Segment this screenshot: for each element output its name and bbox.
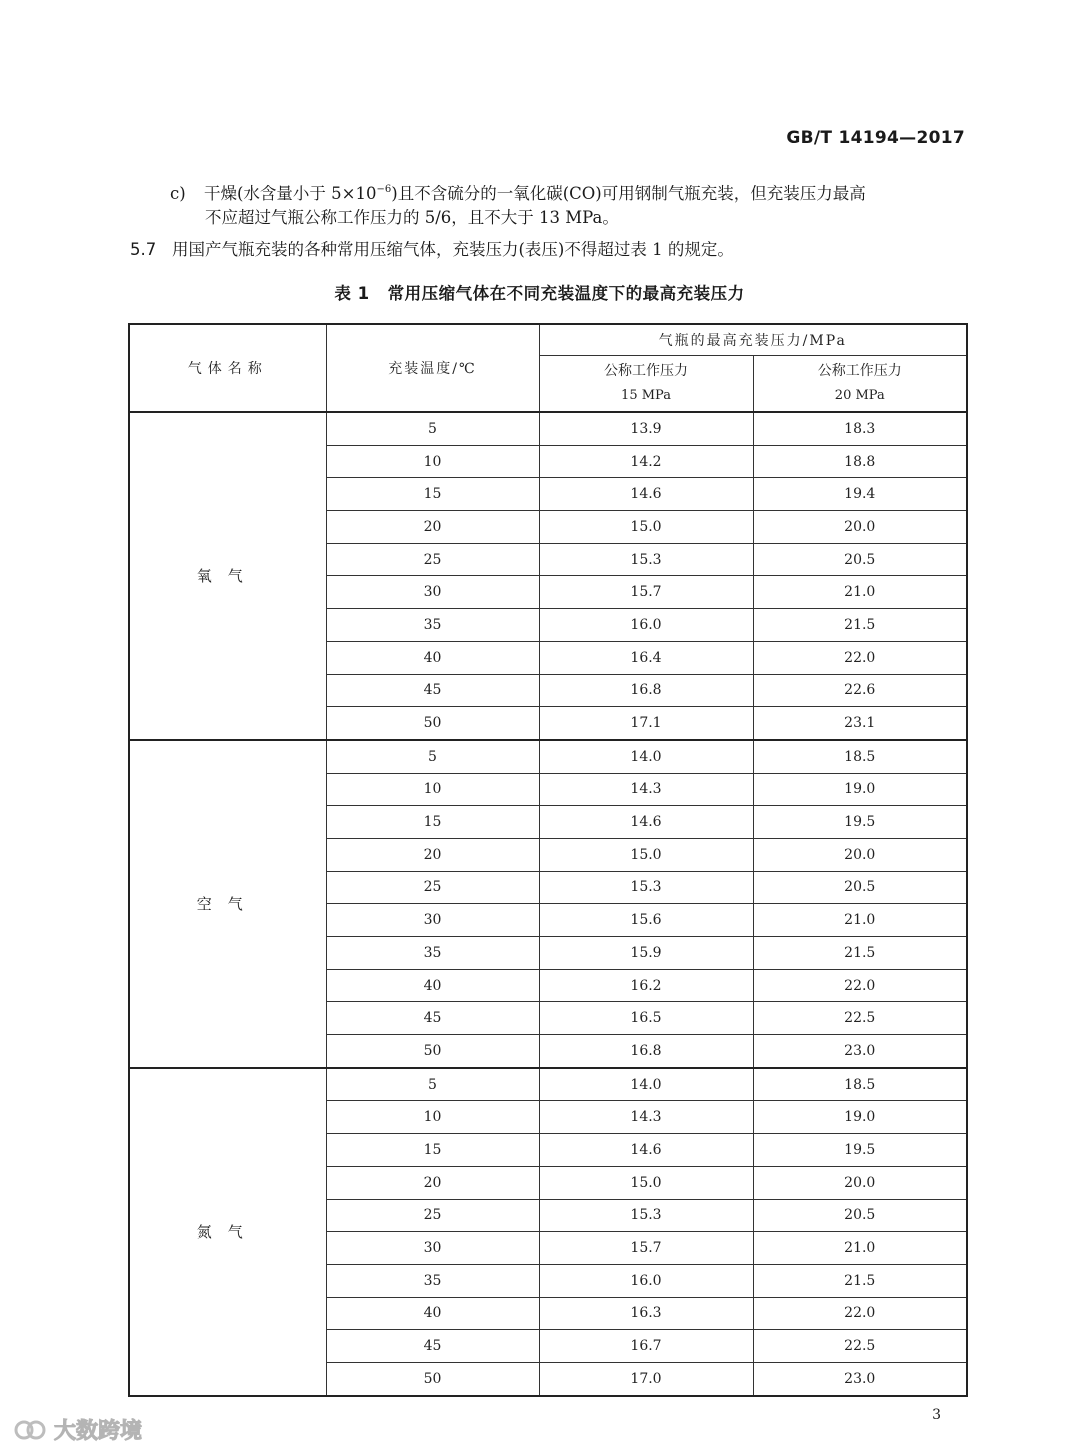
pressure-15mpa-cell: 15.0 — [539, 1166, 753, 1199]
temp-cell: 30 — [326, 576, 539, 609]
table-number: 表 1 — [334, 284, 370, 303]
temp-cell: 45 — [326, 674, 539, 707]
pressure-20mpa-cell: 22.0 — [753, 641, 967, 674]
header-col-20mpa — [753, 356, 967, 413]
pressure-15mpa-cell: 14.6 — [539, 1134, 753, 1167]
header-col-20mpa-line2: 20 MPa — [834, 388, 885, 403]
pressure-15mpa-cell: 16.7 — [539, 1330, 753, 1363]
pressure-15mpa-cell: 15.3 — [539, 871, 753, 904]
temp-cell: 20 — [326, 1166, 539, 1199]
standard-id-header: GB/T 14194—2017 — [786, 128, 965, 148]
section-number: 5.7 — [130, 240, 157, 259]
temp-cell: 35 — [326, 609, 539, 642]
temp-cell: 50 — [326, 1362, 539, 1395]
temp-cell: 5 — [326, 1068, 539, 1101]
pressure-15mpa-cell: 15.3 — [539, 1199, 753, 1232]
pressure-15mpa-cell: 16.8 — [539, 674, 753, 707]
item-c-text-b: )且不含硫分的一氧化碳(CO)可用钢制气瓶充装，但充装压力最高 — [391, 184, 866, 203]
temp-cell: 15 — [326, 806, 539, 839]
pressure-15mpa-cell: 15.3 — [539, 543, 753, 576]
section-5-7 — [130, 236, 734, 264]
temp-cell: 45 — [326, 1002, 539, 1035]
pressure-20mpa-cell: 21.0 — [753, 904, 967, 937]
pressure-15mpa-cell: 15.0 — [539, 838, 753, 871]
temp-cell: 25 — [326, 543, 539, 576]
pressure-15mpa-cell: 15.7 — [539, 576, 753, 609]
header-fill-temp: 充装温度/℃ — [326, 324, 539, 412]
pressure-15mpa-cell: 14.6 — [539, 806, 753, 839]
temp-cell: 40 — [326, 641, 539, 674]
temp-cell: 35 — [326, 1264, 539, 1297]
header-gas-name: 气体名称 — [129, 324, 326, 412]
pressure-20mpa-cell: 22.0 — [753, 1297, 967, 1330]
pressure-20mpa-cell: 20.5 — [753, 543, 967, 576]
pressure-20mpa-cell: 18.3 — [753, 412, 967, 445]
pressure-15mpa-cell: 16.0 — [539, 609, 753, 642]
temp-cell: 20 — [326, 511, 539, 544]
pressure-20mpa-cell: 22.0 — [753, 969, 967, 1002]
temp-cell: 50 — [326, 1035, 539, 1068]
pressure-15mpa-cell: 14.3 — [539, 773, 753, 806]
table-row — [129, 1068, 967, 1101]
table-body — [129, 412, 967, 1396]
brand-logo-icon — [14, 1416, 48, 1444]
temp-cell: 30 — [326, 1232, 539, 1265]
pressure-15mpa-cell: 15.0 — [539, 511, 753, 544]
pressure-20mpa-cell: 20.0 — [753, 1166, 967, 1199]
pressure-15mpa-cell: 14.6 — [539, 478, 753, 511]
pressure-20mpa-cell: 21.0 — [753, 576, 967, 609]
pressure-15mpa-cell: 14.3 — [539, 1101, 753, 1134]
pressure-20mpa-cell: 21.0 — [753, 1232, 967, 1265]
pressure-15mpa-cell: 15.7 — [539, 1232, 753, 1265]
pressure-20mpa-cell: 21.5 — [753, 609, 967, 642]
item-c-text-a: 干燥(水含量小于 5×10 — [204, 184, 377, 203]
pressure-20mpa-cell: 23.1 — [753, 707, 967, 740]
temp-cell: 5 — [326, 740, 539, 773]
pressure-20mpa-cell: 19.5 — [753, 1134, 967, 1167]
table-caption — [0, 280, 1079, 304]
watermark-text: 大数跨境 — [54, 1419, 143, 1444]
temp-cell: 5 — [326, 412, 539, 445]
pressure-20mpa-cell: 21.5 — [753, 937, 967, 970]
pressure-20mpa-cell: 19.4 — [753, 478, 967, 511]
temp-cell: 15 — [326, 1134, 539, 1167]
pressure-15mpa-cell: 16.4 — [539, 641, 753, 674]
temp-cell: 10 — [326, 445, 539, 478]
pressure-20mpa-cell: 23.0 — [753, 1035, 967, 1068]
pressure-20mpa-cell: 19.0 — [753, 773, 967, 806]
header-col-15mpa — [539, 356, 753, 413]
paragraph-item-c-line2: 不应超过气瓶公称工作压力的 5/6，且不大于 13 MPa。 — [205, 208, 619, 227]
pressure-15mpa-cell: 14.0 — [539, 740, 753, 773]
temp-cell: 40 — [326, 969, 539, 1002]
pressure-20mpa-cell: 22.5 — [753, 1330, 967, 1363]
pressure-15mpa-cell: 17.0 — [539, 1362, 753, 1395]
header-col-15mpa-line2: 15 MPa — [621, 388, 671, 403]
pressure-table — [128, 323, 968, 1397]
item-c-superscript: −6 — [376, 184, 392, 195]
table-row — [129, 412, 967, 445]
temp-cell: 10 — [326, 773, 539, 806]
pressure-20mpa-cell: 19.5 — [753, 806, 967, 839]
pressure-15mpa-cell: 14.0 — [539, 1068, 753, 1101]
pressure-20mpa-cell: 22.6 — [753, 674, 967, 707]
pressure-20mpa-cell: 20.5 — [753, 871, 967, 904]
pressure-15mpa-cell: 16.8 — [539, 1035, 753, 1068]
gas-name-cell: 氮气 — [129, 1068, 326, 1396]
pressure-15mpa-cell: 16.5 — [539, 1002, 753, 1035]
table-title: 常用压缩气体在不同充装温度下的最高充装压力 — [387, 284, 745, 303]
pressure-20mpa-cell: 22.5 — [753, 1002, 967, 1035]
page-number: 3 — [932, 1407, 941, 1423]
pressure-15mpa-cell: 17.1 — [539, 707, 753, 740]
pressure-15mpa-cell: 15.6 — [539, 904, 753, 937]
pressure-20mpa-cell: 21.5 — [753, 1264, 967, 1297]
temp-cell: 15 — [326, 478, 539, 511]
gas-name-cell: 氧气 — [129, 412, 326, 740]
header-max-pressure: 气瓶的最高充装压力/MPa — [539, 324, 967, 356]
pressure-20mpa-cell: 20.5 — [753, 1199, 967, 1232]
section-text: 用国产气瓶充装的各种常用压缩气体，充装压力(表压)不得超过表 1 的规定。 — [172, 240, 734, 259]
gas-name-cell: 空气 — [129, 740, 326, 1068]
temp-cell: 50 — [326, 707, 539, 740]
pressure-20mpa-cell: 20.0 — [753, 838, 967, 871]
pressure-15mpa-cell: 16.3 — [539, 1297, 753, 1330]
pressure-15mpa-cell: 16.2 — [539, 969, 753, 1002]
pressure-20mpa-cell: 20.0 — [753, 511, 967, 544]
pressure-20mpa-cell: 23.0 — [753, 1362, 967, 1395]
temp-cell: 25 — [326, 1199, 539, 1232]
temp-cell: 30 — [326, 904, 539, 937]
table-row — [129, 740, 967, 773]
temp-cell: 40 — [326, 1297, 539, 1330]
list-marker: c) — [170, 184, 186, 203]
temp-cell: 10 — [326, 1101, 539, 1134]
pressure-20mpa-cell: 18.5 — [753, 740, 967, 773]
pressure-15mpa-cell: 13.9 — [539, 412, 753, 445]
pressure-15mpa-cell: 15.9 — [539, 937, 753, 970]
header-col-20mpa-line1: 公称工作压力 — [817, 363, 902, 379]
pressure-20mpa-cell: 18.5 — [753, 1068, 967, 1101]
temp-cell: 35 — [326, 937, 539, 970]
pressure-15mpa-cell: 16.0 — [539, 1264, 753, 1297]
temp-cell: 20 — [326, 838, 539, 871]
pressure-15mpa-cell: 14.2 — [539, 445, 753, 478]
watermark — [14, 1414, 142, 1445]
pressure-20mpa-cell: 18.8 — [753, 445, 967, 478]
pressure-20mpa-cell: 19.0 — [753, 1101, 967, 1134]
header-col-15mpa-line1: 公称工作压力 — [604, 363, 688, 379]
temp-cell: 45 — [326, 1330, 539, 1363]
temp-cell: 25 — [326, 871, 539, 904]
